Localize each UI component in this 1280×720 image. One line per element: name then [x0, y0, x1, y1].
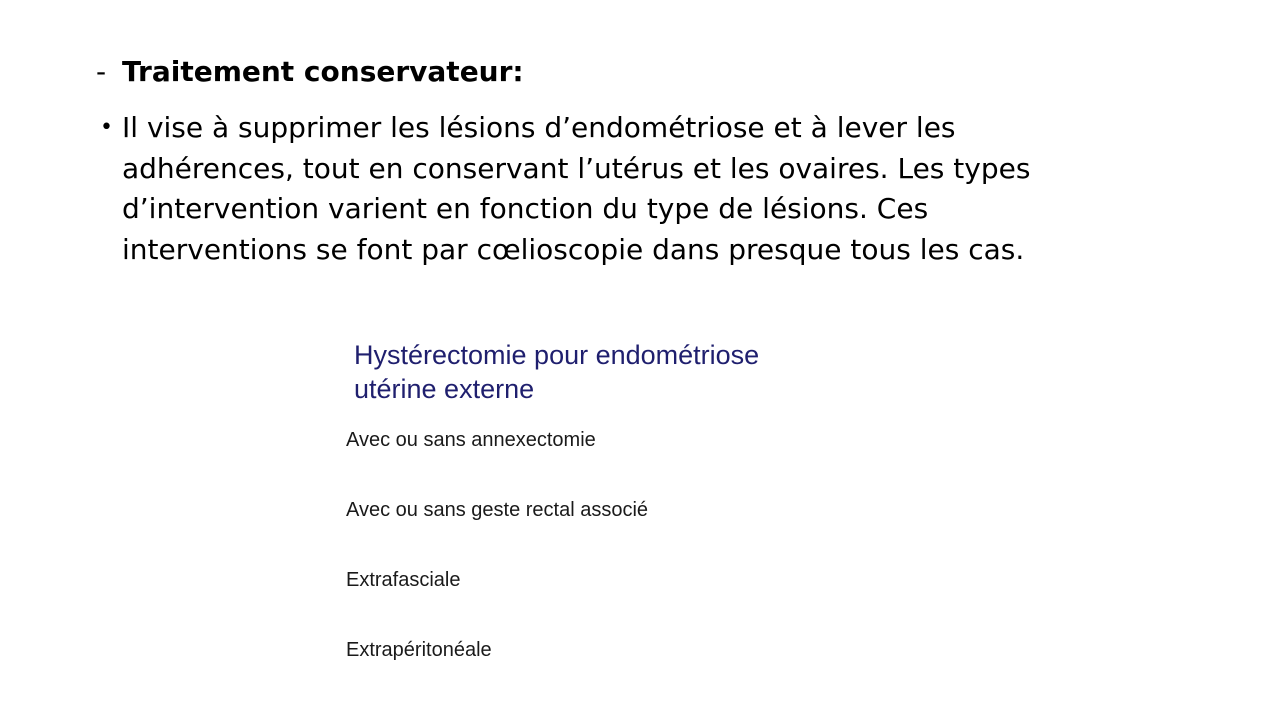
inset-title-line-1: Hystérectomie pour endométriose — [354, 340, 760, 370]
inset-item: Avec ou sans annexectomie — [346, 429, 596, 451]
heading-dash: - — [96, 55, 107, 88]
inset-title — [354, 338, 759, 406]
inset-item: Extrapéritonéale — [346, 639, 492, 661]
inset-title-line-2: utérine externe — [354, 374, 535, 404]
bullet-text: Il vise à supprimer les lésions d’endométriose et à lever les adhérences, tout en conservant l’utérus et les ovaires. Les types d’intervention varient en fonction du type de lésions. Ces interventions se font par cœlioscopie dans presque tous les cas. — [122, 111, 1031, 266]
inset-item: Avec ou sans geste rectal associé — [346, 499, 649, 521]
inset-item: Extrafasciale — [346, 569, 461, 591]
heading-title: Traitement conservateur: — [122, 55, 524, 88]
bullet-marker: • — [100, 115, 113, 140]
section-heading — [96, 52, 524, 92]
bullet-paragraph — [96, 108, 1096, 270]
inset-figure — [340, 330, 860, 670]
